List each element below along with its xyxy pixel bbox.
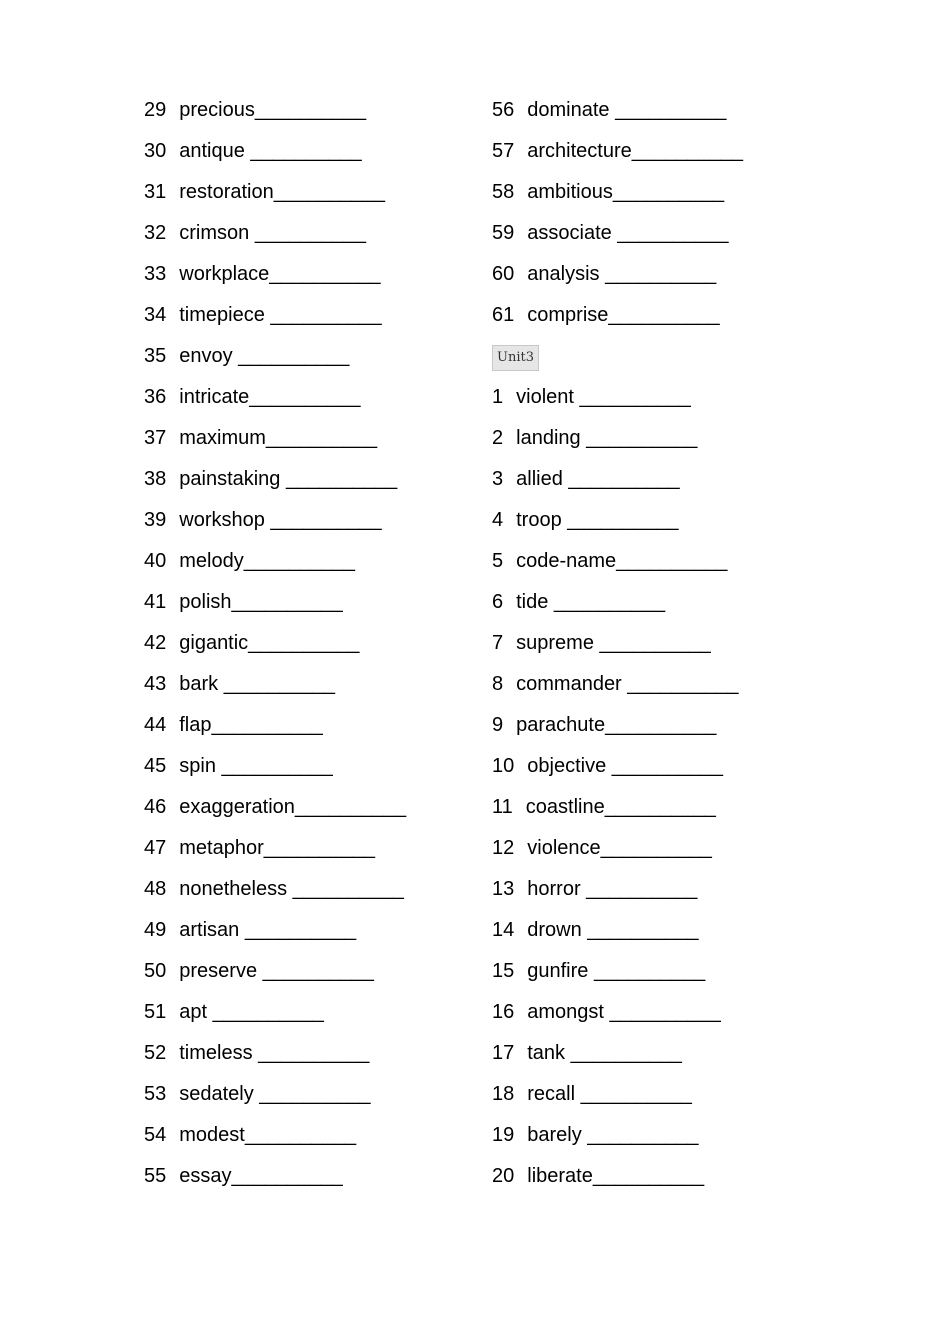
vocab-item (492, 380, 743, 421)
vocab-item (144, 1118, 406, 1159)
vocab-word-blank: envoy __________ (179, 345, 350, 367)
item-number: 45 (144, 755, 167, 777)
item-number: 58 (492, 181, 515, 203)
vocab-word-blank: amongst __________ (527, 1001, 721, 1023)
item-number: 16 (492, 1001, 515, 1023)
vocab-item (492, 1036, 743, 1077)
vocab-item (144, 1036, 406, 1077)
vocab-item (144, 872, 406, 913)
vocab-item (144, 93, 406, 134)
item-number: 59 (492, 222, 515, 244)
item-number: 4 (492, 509, 504, 531)
item-number: 1 (492, 386, 504, 408)
item-number: 40 (144, 550, 167, 572)
vocab-item (144, 749, 406, 790)
vocab-word-blank: sedately __________ (179, 1083, 371, 1105)
vocab-item (492, 175, 743, 216)
vocab-word-blank: drown __________ (527, 919, 699, 941)
item-number: 6 (492, 591, 504, 613)
vocab-item (144, 380, 406, 421)
vocab-item (492, 134, 743, 175)
vocab-item (492, 503, 743, 544)
item-number: 19 (492, 1124, 515, 1146)
vocab-word-blank: comprise__________ (527, 304, 720, 326)
vocab-word-blank: maximum__________ (179, 427, 378, 449)
vocab-item (492, 585, 743, 626)
item-number: 31 (144, 181, 167, 203)
vocab-item (144, 626, 406, 667)
unit2-continued-list (492, 93, 743, 339)
vocab-item (492, 749, 743, 790)
vocab-item (144, 585, 406, 626)
vocab-item (492, 216, 743, 257)
vocab-word-blank: horror __________ (527, 878, 698, 900)
vocab-word-blank: precious__________ (179, 99, 367, 121)
unit3-heading: Unit3 (492, 345, 539, 371)
vocab-item (144, 790, 406, 831)
vocab-word-blank: violent __________ (516, 386, 691, 408)
vocab-item (144, 503, 406, 544)
vocab-item (144, 339, 406, 380)
item-number: 15 (492, 960, 515, 982)
item-number: 17 (492, 1042, 515, 1064)
item-number: 38 (144, 468, 167, 490)
item-number: 36 (144, 386, 167, 408)
vocab-item (492, 790, 743, 831)
item-number: 55 (144, 1165, 167, 1187)
vocab-word-blank: intricate__________ (179, 386, 361, 408)
vocab-item (144, 298, 406, 339)
vocab-item (144, 1159, 406, 1200)
item-number: 8 (492, 673, 504, 695)
vocab-word-blank: code-name__________ (516, 550, 728, 572)
vocab-word-blank: timeless __________ (179, 1042, 370, 1064)
vocab-item (492, 298, 743, 339)
vocab-item (492, 995, 743, 1036)
item-number: 29 (144, 99, 167, 121)
vocab-item (492, 257, 743, 298)
vocab-word-blank: ambitious__________ (527, 181, 725, 203)
item-number: 14 (492, 919, 515, 941)
vocab-word-blank: preserve __________ (179, 960, 374, 982)
item-number: 61 (492, 304, 515, 326)
item-number: 42 (144, 632, 167, 654)
item-number: 48 (144, 878, 167, 900)
vocab-word-blank: spin __________ (179, 755, 333, 777)
vocab-item (492, 544, 743, 585)
vocab-item (492, 1118, 743, 1159)
vocab-word-blank: coastline__________ (525, 796, 716, 818)
vocab-word-blank: commander __________ (516, 673, 739, 695)
vocab-item (144, 175, 406, 216)
item-number: 33 (144, 263, 167, 285)
item-number: 43 (144, 673, 167, 695)
item-number: 34 (144, 304, 167, 326)
item-number: 49 (144, 919, 167, 941)
vocab-word-blank: dominate __________ (527, 99, 727, 121)
item-number: 12 (492, 837, 515, 859)
item-number: 5 (492, 550, 504, 572)
vocab-word-blank: associate __________ (527, 222, 729, 244)
vocab-word-blank: artisan __________ (179, 919, 357, 941)
item-number: 32 (144, 222, 167, 244)
vocab-word-blank: allied __________ (516, 468, 680, 490)
vocab-word-blank: exaggeration__________ (179, 796, 407, 818)
vocab-word-blank: gigantic__________ (179, 632, 360, 654)
vocab-item (492, 708, 743, 749)
vocab-item (492, 421, 743, 462)
vocab-word-blank: architecture__________ (527, 140, 743, 162)
vocab-word-blank: flap__________ (179, 714, 323, 736)
vocab-word-blank: antique __________ (179, 140, 362, 162)
vocab-word-blank: painstaking __________ (179, 468, 398, 490)
section-tag-row (492, 339, 743, 380)
vocab-word-blank: melody__________ (179, 550, 355, 572)
item-number: 60 (492, 263, 515, 285)
vocab-item (492, 831, 743, 872)
vocab-item (492, 626, 743, 667)
item-number: 56 (492, 99, 515, 121)
vocab-word-blank: gunfire __________ (527, 960, 706, 982)
left-word-list (144, 93, 406, 1200)
vocab-item (144, 544, 406, 585)
item-number: 37 (144, 427, 167, 449)
right-word-list (492, 93, 743, 1200)
vocab-word-blank: polish__________ (179, 591, 343, 613)
vocab-word-blank: supreme __________ (516, 632, 711, 654)
vocab-item (144, 708, 406, 749)
vocab-word-blank: essay__________ (179, 1165, 343, 1187)
vocab-item (492, 1077, 743, 1118)
vocab-item (492, 913, 743, 954)
item-number: 2 (492, 427, 504, 449)
vocab-word-blank: violence__________ (527, 837, 712, 859)
item-number: 46 (144, 796, 167, 818)
vocab-word-blank: barely __________ (527, 1124, 699, 1146)
vocab-word-blank: timepiece __________ (179, 304, 382, 326)
item-number: 3 (492, 468, 504, 490)
vocab-word-blank: nonetheless __________ (179, 878, 404, 900)
item-number: 53 (144, 1083, 167, 1105)
item-number: 10 (492, 755, 515, 777)
vocab-word-blank: analysis __________ (527, 263, 717, 285)
unit3-list (492, 380, 743, 1200)
vocab-item (144, 667, 406, 708)
item-number: 35 (144, 345, 167, 367)
vocab-word-blank: troop __________ (516, 509, 679, 531)
item-number: 11 (492, 796, 513, 818)
vocab-word-blank: objective __________ (527, 755, 723, 777)
vocab-word-blank: liberate__________ (527, 1165, 705, 1187)
vocab-word-blank: crimson __________ (179, 222, 367, 244)
vocab-item (492, 954, 743, 995)
vocab-word-blank: parachute__________ (516, 714, 717, 736)
item-number: 54 (144, 1124, 167, 1146)
vocab-word-blank: metaphor__________ (179, 837, 375, 859)
vocab-item (144, 995, 406, 1036)
item-number: 51 (144, 1001, 167, 1023)
item-number: 47 (144, 837, 167, 859)
vocab-item (492, 1159, 743, 1200)
vocab-item (144, 134, 406, 175)
vocab-word-blank: apt __________ (179, 1001, 324, 1023)
item-number: 44 (144, 714, 167, 736)
vocab-item (144, 216, 406, 257)
vocab-item (144, 257, 406, 298)
vocab-item (144, 421, 406, 462)
vocab-word-blank: tank __________ (527, 1042, 682, 1064)
item-number: 50 (144, 960, 167, 982)
item-number: 41 (144, 591, 167, 613)
vocab-item (144, 831, 406, 872)
vocab-item (492, 462, 743, 503)
vocab-word-blank: restoration__________ (179, 181, 385, 203)
item-number: 57 (492, 140, 515, 162)
item-number: 7 (492, 632, 504, 654)
vocab-item (144, 954, 406, 995)
item-number: 9 (492, 714, 504, 736)
vocab-word-blank: landing __________ (516, 427, 698, 449)
item-number: 39 (144, 509, 167, 531)
vocab-item (492, 93, 743, 134)
item-number: 52 (144, 1042, 167, 1064)
item-number: 13 (492, 878, 515, 900)
item-number: 30 (144, 140, 167, 162)
vocab-item (144, 1077, 406, 1118)
vocab-item (144, 913, 406, 954)
vocab-word-blank: workshop __________ (179, 509, 382, 531)
vocab-item (144, 462, 406, 503)
vocab-item (492, 872, 743, 913)
item-number: 18 (492, 1083, 515, 1105)
item-number: 20 (492, 1165, 515, 1187)
vocab-word-blank: workplace__________ (179, 263, 381, 285)
vocab-item (492, 667, 743, 708)
vocab-word-blank: bark __________ (179, 673, 335, 695)
vocab-word-blank: tide __________ (516, 591, 666, 613)
vocab-word-blank: recall __________ (527, 1083, 692, 1105)
vocab-word-blank: modest__________ (179, 1124, 357, 1146)
